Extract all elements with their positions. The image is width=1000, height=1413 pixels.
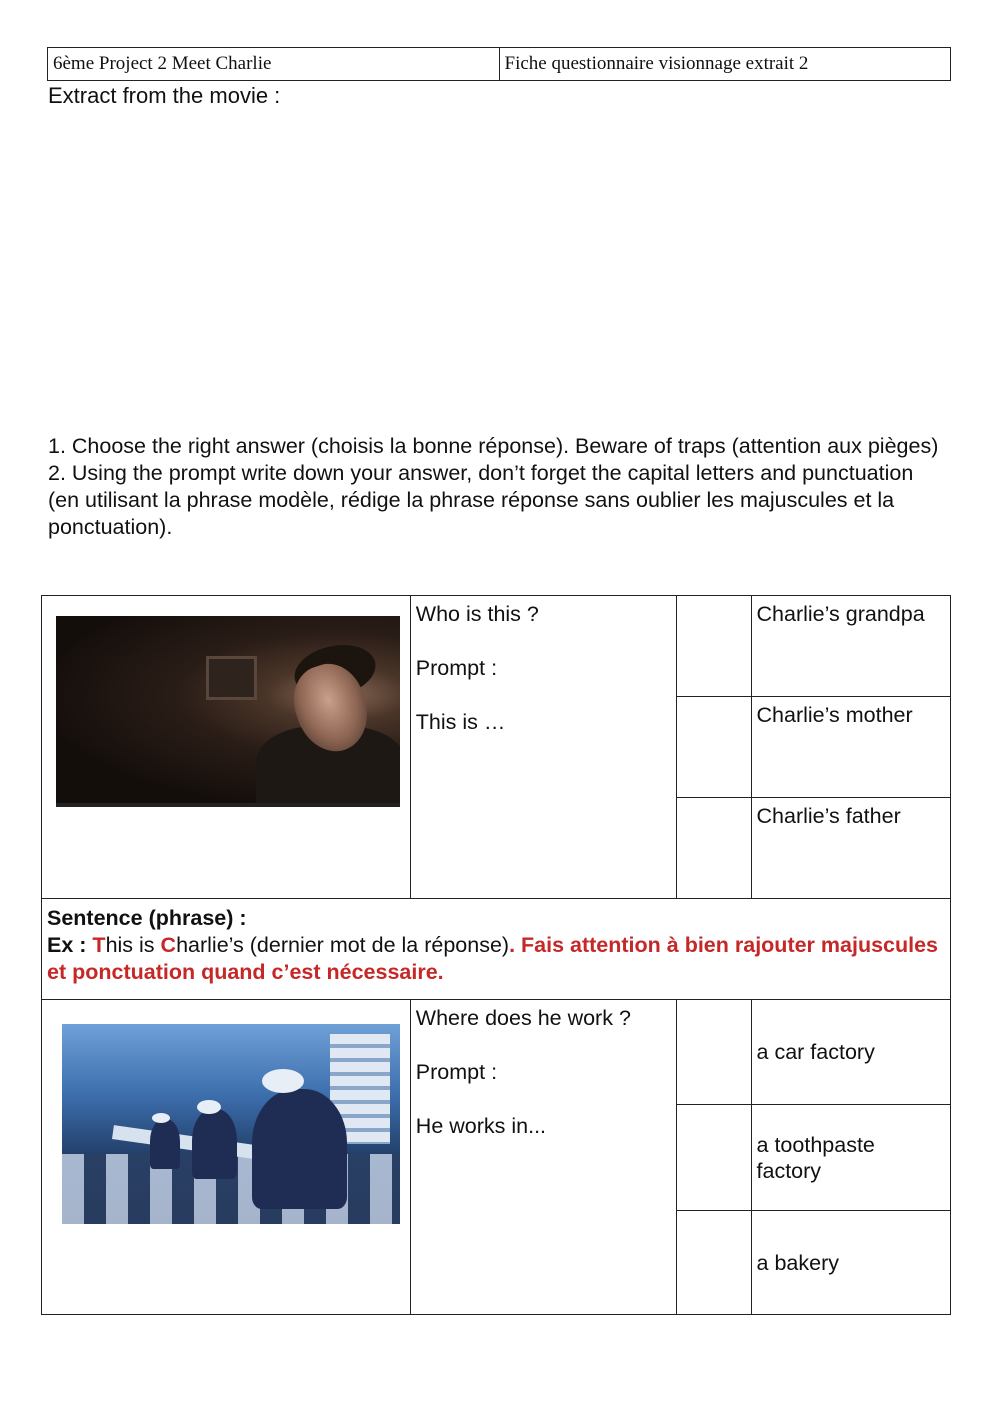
q1-prompt-label: Prompt : bbox=[415, 656, 498, 680]
instruction-1: 1. Choose the right answer (choisis la bonne réponse). Beware of traps (attention aux pièges) bbox=[48, 434, 939, 458]
q2-answer-3-cell bbox=[751, 1211, 950, 1315]
header-right: Fiche questionnaire visionnage extrait 2 bbox=[499, 48, 951, 81]
worker-cap-shape bbox=[152, 1113, 170, 1123]
instruction-2: 2. Using the prompt write down your answer, don’t forget the capital letters and punctuation (en utilisant la phrase modèle, rédige la phrase réponse sans oublier les majuscules et la ponctuation). bbox=[48, 461, 914, 539]
q2-answer-2-cell bbox=[751, 1105, 950, 1211]
q2-checkbox-2[interactable] bbox=[677, 1105, 751, 1211]
q2-photo-toothpaste-factory bbox=[62, 1024, 400, 1224]
example-capital-t: T bbox=[92, 933, 106, 957]
header-table bbox=[47, 47, 951, 81]
q1-answer-3-cell bbox=[751, 798, 950, 899]
q1-checkbox-3[interactable] bbox=[677, 798, 751, 899]
worker-shape bbox=[252, 1089, 347, 1209]
sentence-instructions bbox=[42, 899, 951, 1000]
worker-shape bbox=[150, 1119, 180, 1169]
instructions bbox=[48, 433, 948, 541]
q2-answer-2: a toothpaste factory bbox=[756, 1132, 875, 1183]
sentence-example bbox=[47, 932, 945, 986]
q1-photo-charlies-father bbox=[56, 616, 400, 807]
extract-label: Extract from the movie : bbox=[48, 83, 281, 108]
q2-answer-1: a car factory bbox=[756, 1040, 875, 1064]
q2-answer-3: a bakery bbox=[756, 1250, 839, 1275]
example-warning: . Fais attention à bien rajouter majuscules et ponctuation quand c’est nécessaire. bbox=[47, 933, 939, 984]
q2-image-cell bbox=[42, 1000, 411, 1315]
q1-image-cell bbox=[42, 596, 411, 899]
q1-question: Who is this ? bbox=[415, 602, 539, 626]
q1-question-cell bbox=[410, 596, 677, 899]
q1-answer-3: Charlie’s father bbox=[756, 804, 901, 828]
example-label: Ex : bbox=[47, 933, 87, 957]
q1-answer-2: Charlie’s mother bbox=[756, 703, 913, 727]
q2-prompt-label: Prompt : bbox=[415, 1060, 498, 1084]
example-text-2: harlie’s (dernier mot de la réponse) bbox=[176, 933, 510, 957]
q1-answer-1-cell bbox=[751, 596, 950, 697]
q1-answer-1: Charlie’s grandpa bbox=[756, 602, 925, 626]
picture-frame-shape bbox=[206, 656, 257, 700]
question-table bbox=[41, 595, 951, 1315]
header-left: 6ème Project 2 Meet Charlie bbox=[48, 48, 500, 81]
worker-cap-shape bbox=[197, 1100, 221, 1114]
example-text-1: his is bbox=[105, 933, 161, 957]
q1-answer-2-cell bbox=[751, 697, 950, 798]
q2-checkbox-3[interactable] bbox=[677, 1211, 751, 1315]
example-capital-c: C bbox=[160, 933, 177, 957]
q1-checkbox-2[interactable] bbox=[677, 697, 751, 798]
q2-prompt: He works in... bbox=[415, 1114, 547, 1138]
q1-checkbox-1[interactable] bbox=[677, 596, 751, 697]
worker-cap-shape bbox=[262, 1069, 304, 1093]
q1-prompt: This is … bbox=[415, 710, 506, 734]
q2-question: Where does he work ? bbox=[415, 1006, 631, 1030]
worker-shape bbox=[192, 1109, 237, 1179]
sentence-title: Sentence (phrase) : bbox=[47, 906, 247, 930]
q2-question-cell bbox=[410, 1000, 677, 1315]
q2-answer-1-cell bbox=[751, 1000, 950, 1105]
q2-checkbox-1[interactable] bbox=[677, 1000, 751, 1105]
